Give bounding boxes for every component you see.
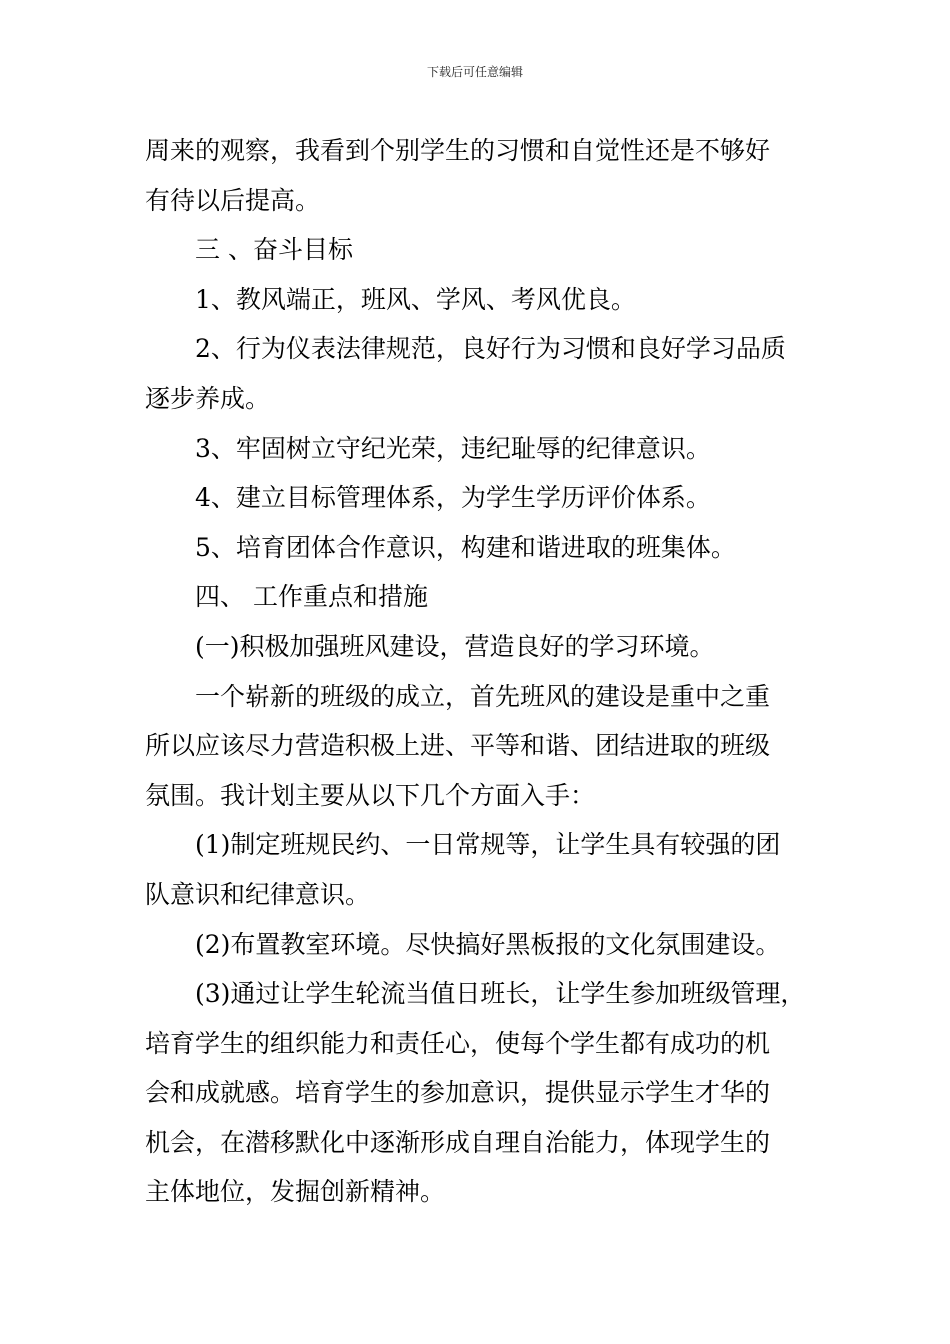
text-line: (3)通过让学生轮流当值日班长，让学生参加班级管理， [195,979,806,1009]
text-line: 机会，在潜移默化中逐渐形成自理自治能力，体现学生的 [145,1127,771,1157]
text-line: 一个崭新的班级的成立，首先班风的建设是重中之重 [195,681,771,711]
text-line: 会和成就感。培育学生的参加意识，提供显示学生才华的 [145,1078,771,1108]
document-body [145,126,810,1217]
section-heading: 三 、奋斗目标 [195,235,353,265]
text-line: 1、教风端正，班风、学风、考风优良。 [195,284,636,314]
text-line: 培育学生的组织能力和责任心，使每个学生都有成功的机 [145,1028,771,1058]
text-line: 氛围。我计划主要从以下几个方面入手： [145,780,596,810]
text-line: 所以应该尽力营造积极上进、平等和谐、团结进取的班级 [145,731,771,761]
text-line: 2、行为仪表法律规范，良好行为习惯和良好学习品质 [195,334,786,364]
text-line: 有待以后提高。 [145,185,321,215]
text-line: 逐步养成。 [145,383,271,413]
text-line: (1)制定班规民约、一日常规等，让学生具有较强的团 [195,830,781,860]
text-line: 周来的观察，我看到个别学生的习惯和自觉性还是不够好 [145,136,771,165]
page-header: 下载后可任意编辑 [426,65,523,79]
subsection-heading: (一)积极加强班风建设，营造良好的学习环境。 [195,631,715,661]
text-line: 3、牢固树立守纪光荣，违纪耻辱的纪律意识。 [195,433,711,463]
text-line: (2)布置教室环境。尽快搞好黑板报的文化氛围建设。 [195,929,781,959]
text-line: 队意识和纪律意识。 [145,879,371,909]
section-heading: 四、 工作重点和措施 [195,582,428,612]
text-line: 主体地位，发掘创新精神。 [145,1177,446,1207]
text-line: 4、建立目标管理体系，为学生学历评价体系。 [195,483,711,513]
text-line: 5、培育团体合作意识，构建和谐进取的班集体。 [195,532,736,562]
